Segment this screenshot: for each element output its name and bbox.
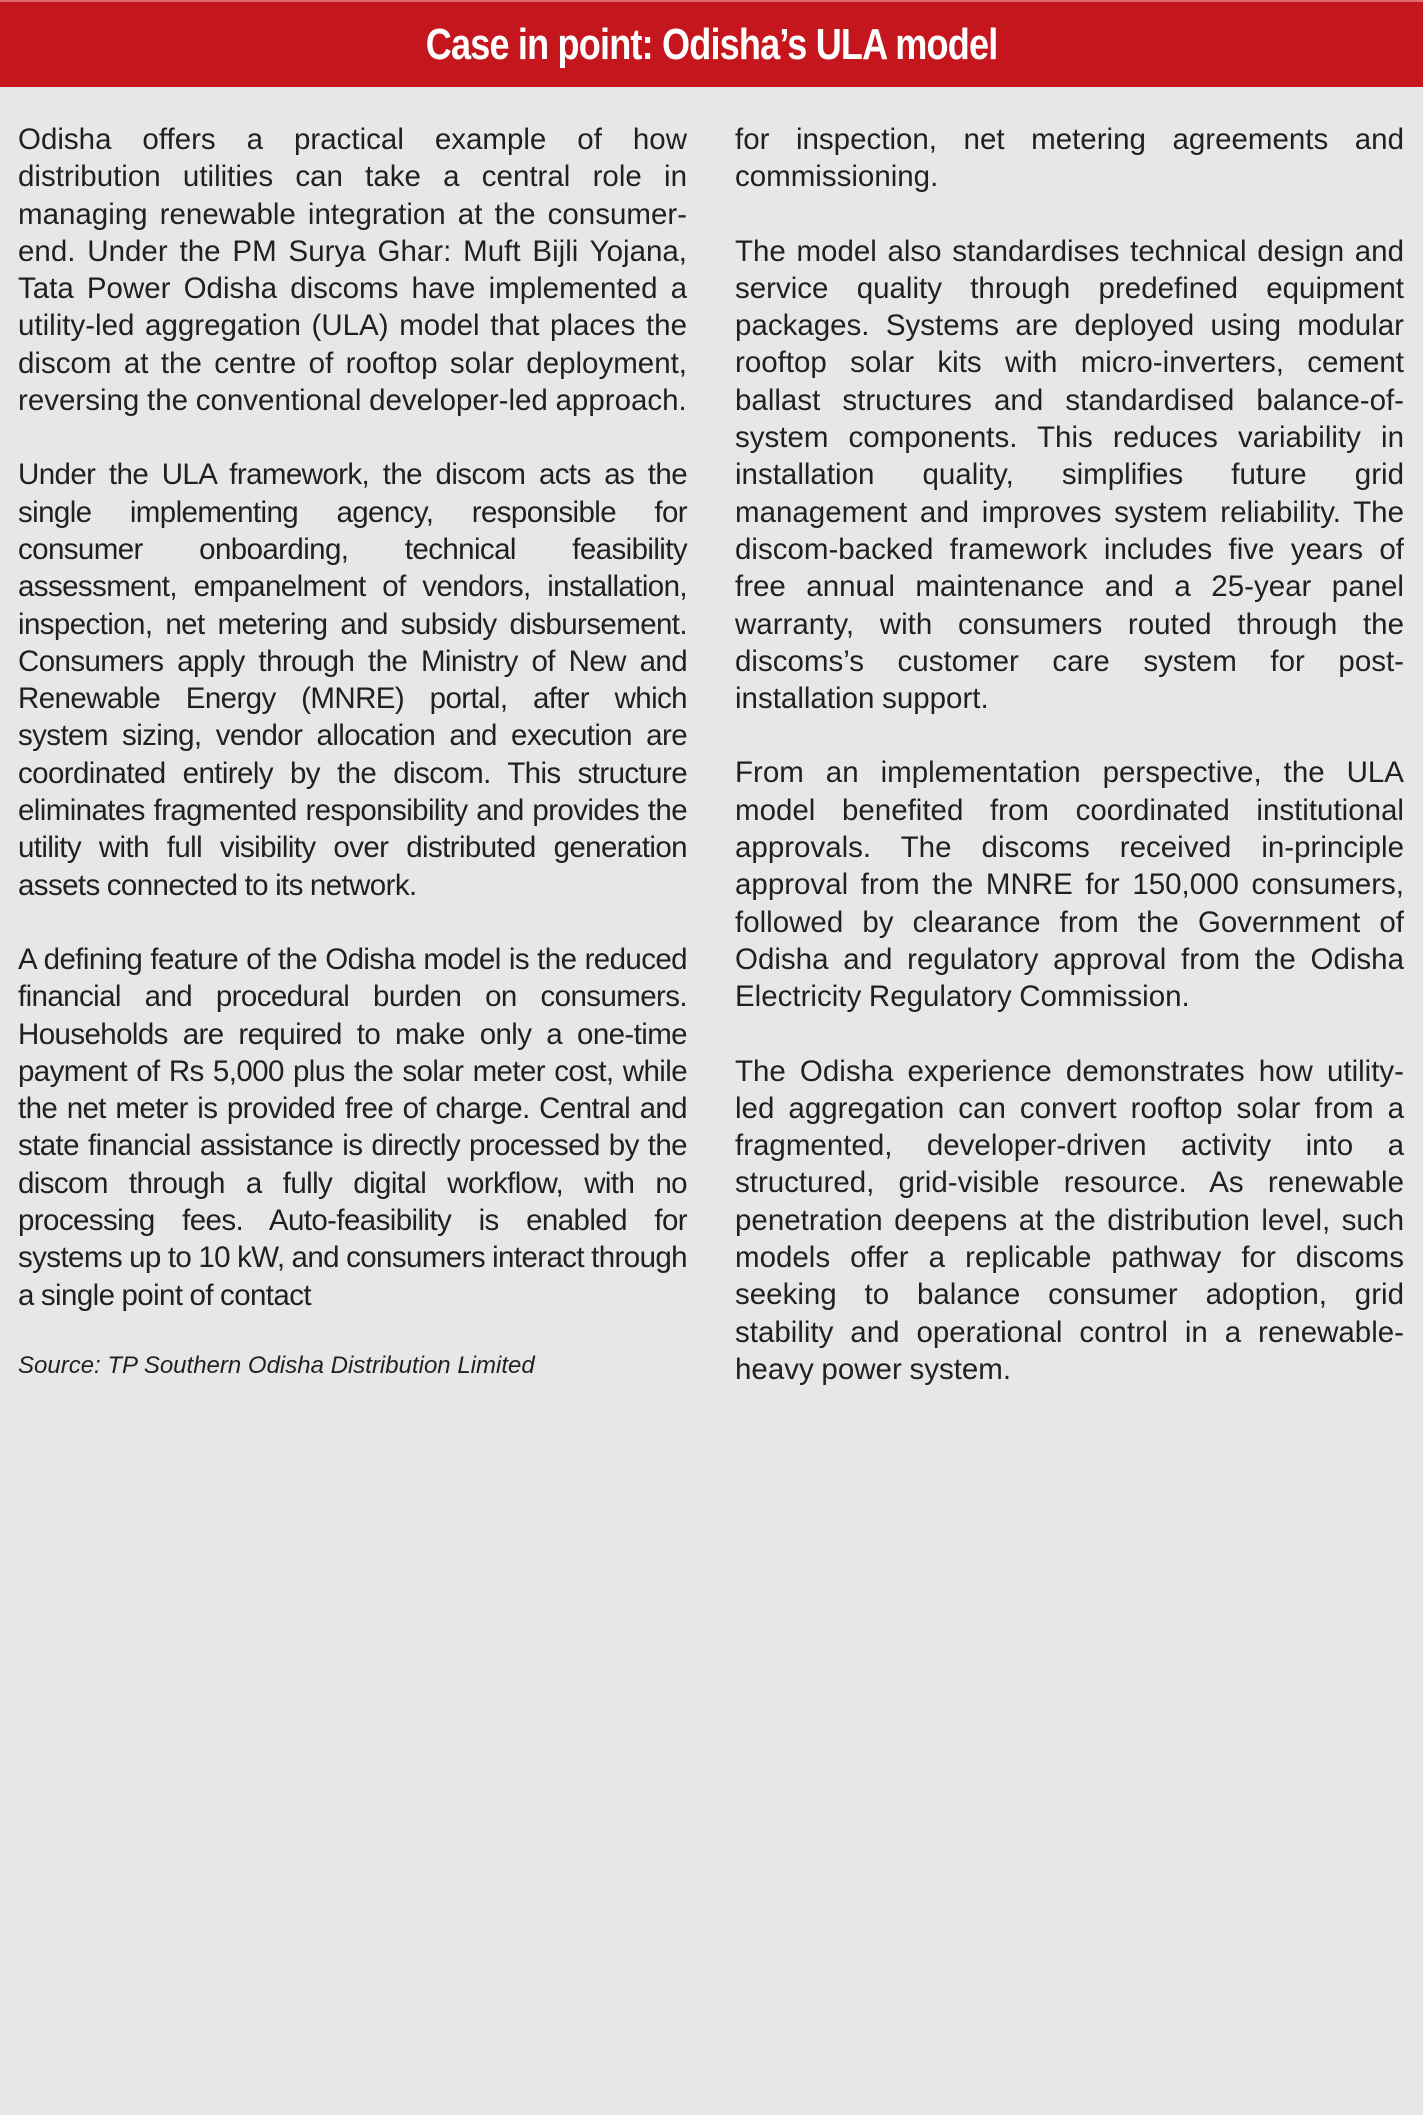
source-citation: Source: TP Southern Odisha Distribution Limited <box>18 1351 535 1379</box>
paragraph-ula-framework: Under the ULA framework, the discom acts as the single implementing agency, responsible for consumer onboarding, technical feasibility assessment, empanelment of vendors, installation, inspection, net metering and subsidy disbursement. Consumers apply through the Ministry of New and Renewable Energy (MNRE) portal, after which system sizing, vendor allocation and execution are coordinated entirely by the discom. This structure eliminates fragmented responsibility and provides the utility with full visibility over distributed generation assets connected to its network. <box>18 458 687 902</box>
case-study-title: Case in point: Odisha’s ULA model <box>425 19 998 69</box>
paragraph-consumer-burden: A defining feature of the Odisha model is the reduced financial and procedural burden on consumers. Households are required to make only a one-time payment of Rs 5,000 plus the solar meter cost, while the net meter is provided free of charge. Central and state financial assistance is directly processed by the discom through a fully digital workflow, with no processing fees. Auto-feasibility is enabled for systems up to 10 kW, and consumers interact through a single point of contact <box>18 942 687 1312</box>
paragraph-continuation: for inspection, net metering agreements and commissioning. <box>735 123 1404 194</box>
paragraph-intro: Odisha offers a practical example of how distribution utilities can take a central role in managing renewable integration at the consumer-end. Under the PM Surya Ghar: Muft Bijli Yojana, Tata Power Odisha discoms have implemented a utility-led aggregation (ULA) model that places the discom at the centre of rooftop solar deployment, reversing the conventional developer-led approach. <box>18 123 687 418</box>
paragraph-approvals: From an implementation perspective, the ULA model benefited from coordinated institutional approvals. The discoms received in-principle approval from the MNRE for 150,000 consumers, followed by clearance from the Government of Odisha and regulatory approval from the Odisha Electricity Regulatory Commission. <box>735 756 1404 1014</box>
paragraph-standardisation: The model also standardises technical design and service quality through predefined equipment packages. Systems are deployed using modular rooftop solar kits with micro-inverters, cement ballast structures and standardised balance-of-system components. This reduces variability in installation quality, simplifies future grid management and improves system reliability. The discom-backed framework includes five years of free annual maintenance and a 25-year panel warranty, with consumers routed through the discoms’s customer care system for post-installation support. <box>735 234 1404 716</box>
right-column <box>735 87 1404 1425</box>
paragraph-conclusion: The Odisha experience demonstrates how utility-led aggregation can convert rooftop solar from a fragmented, developer-driven activity into a structured, grid-visible resource. As renewable penetration deepens at the distribution level, such models offer a replicable pathway for discoms seeking to balance consumer adoption, grid stability and operational control in a renewable-heavy power system. <box>735 1054 1404 1386</box>
left-column <box>18 87 687 1425</box>
case-study-header <box>0 0 1423 87</box>
article-body <box>0 87 1423 1425</box>
